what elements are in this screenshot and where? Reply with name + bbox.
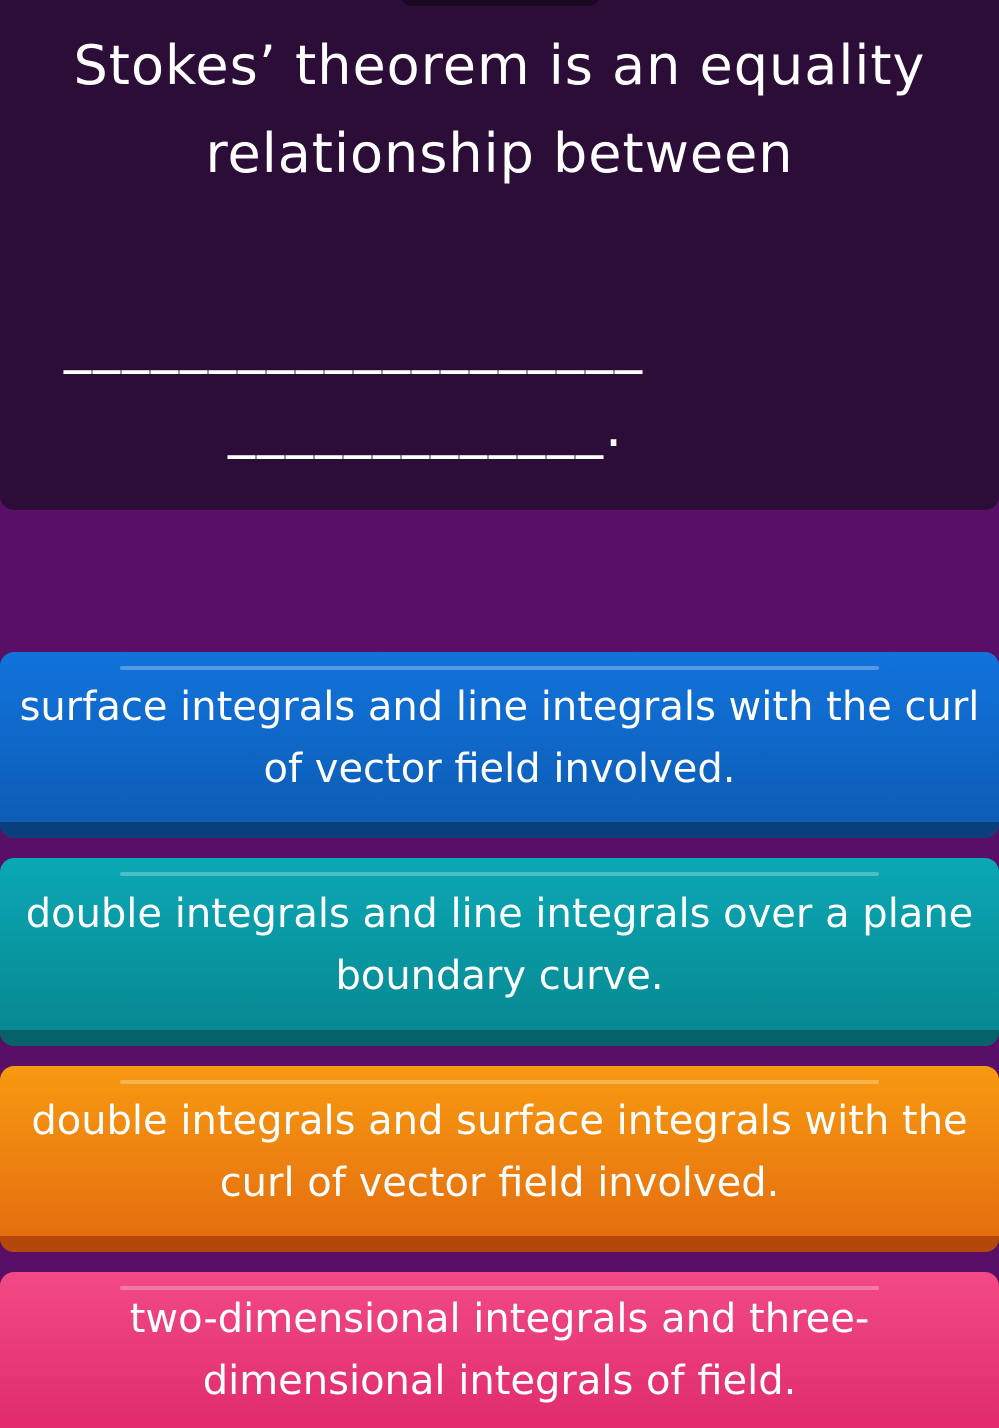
answer-option-label: two-dimensional integrals and three-dimensional integrals of field. [129,1296,870,1404]
answer-option-3[interactable] [0,1066,999,1252]
question-text: Stokes’ theorem is an equality relationship between [73,34,926,185]
answer-option-label: double integrals and surface integrals with the curl of vector field involved. [31,1098,968,1206]
answer-blank-line: ____________________ [64,311,644,374]
answer-blank-line: _____________. [228,396,625,459]
answer-option-label: double integrals and line integrals over a plane boundary curve. [25,891,974,999]
option-shadow [0,1236,999,1252]
answer-option-4[interactable] [0,1272,999,1428]
question-card [0,0,999,510]
top-pill [400,0,600,6]
answer-option-2[interactable] [0,858,999,1046]
option-shadow [0,822,999,838]
answer-option-label: surface integrals and line integrals with the curl of vector field involved. [19,684,980,792]
option-shadow [0,1030,999,1046]
answer-option-1[interactable] [0,652,999,838]
